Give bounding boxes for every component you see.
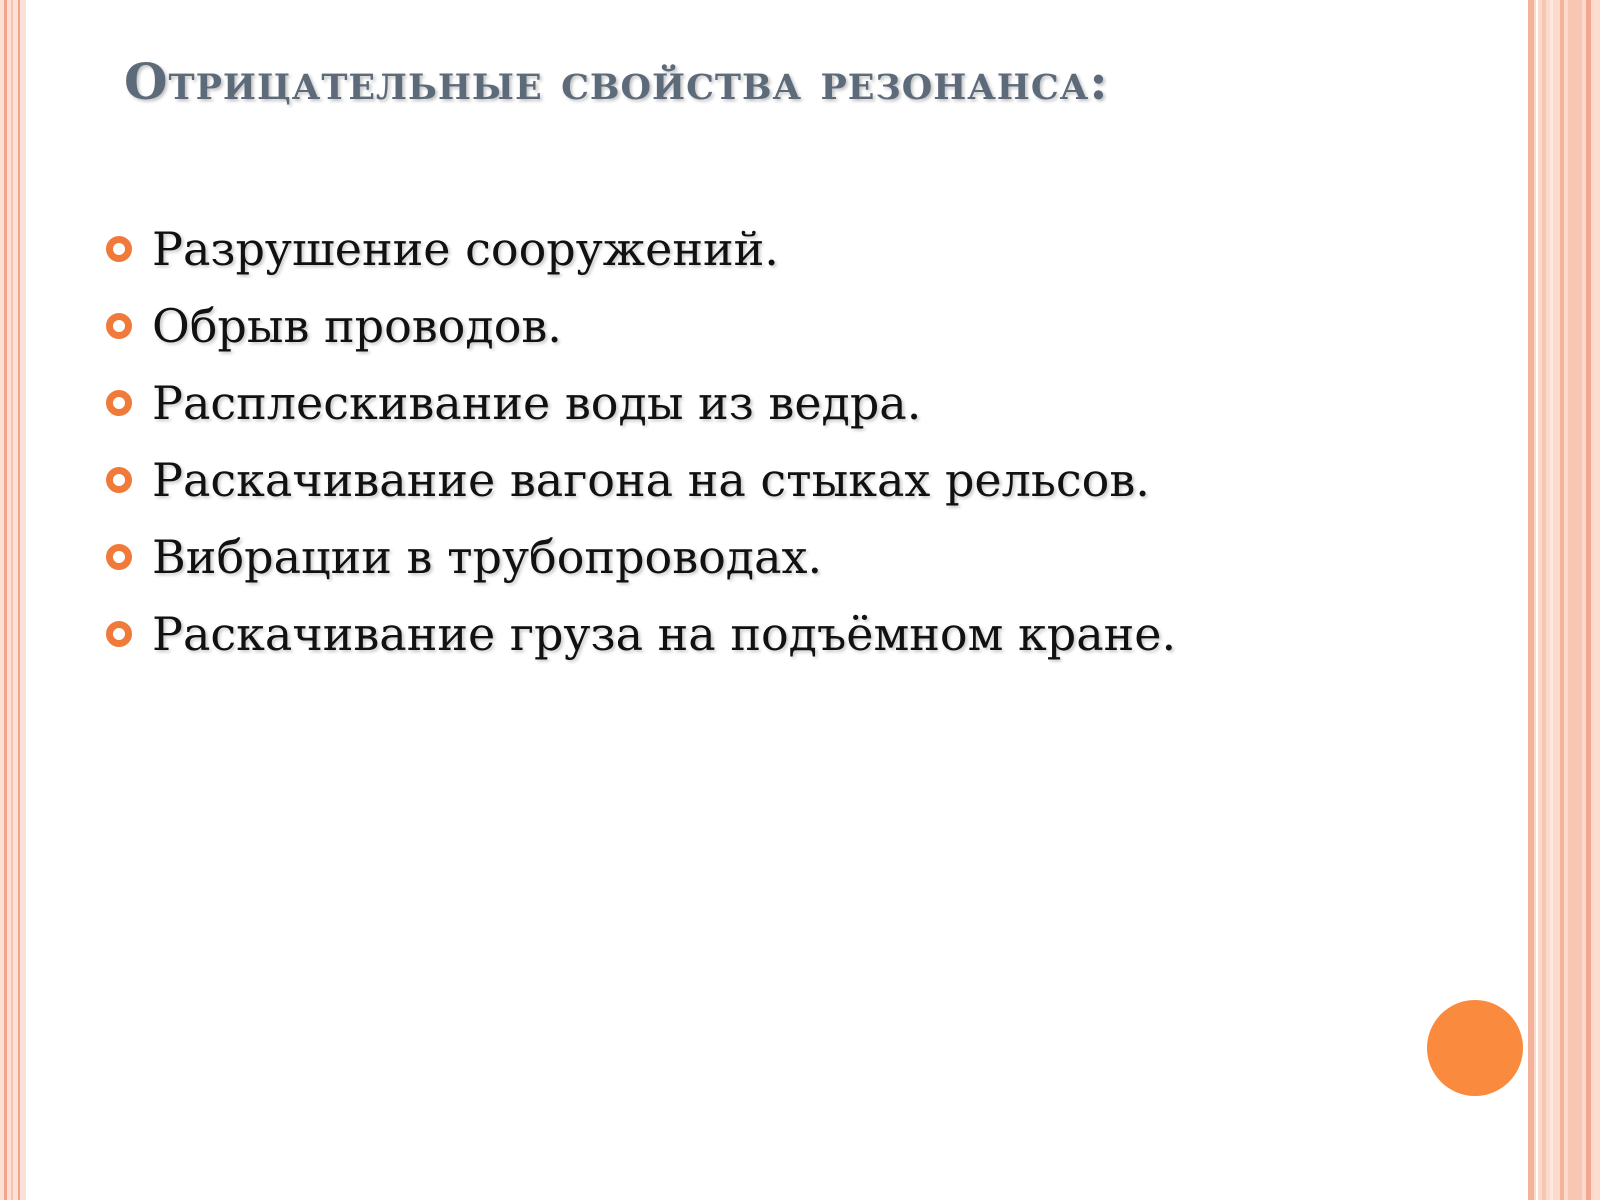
- list-item: [106, 287, 1176, 364]
- list-item: [106, 518, 1176, 595]
- bullet-circle-icon: [106, 544, 132, 570]
- slide-title: Отрицательные свойства резонанса:: [124, 52, 1109, 111]
- bullet-text: Раскачивание вагона на стыках рельсов.: [152, 452, 1150, 507]
- bullet-circle-icon: [106, 236, 132, 262]
- left-decorative-border: [0, 0, 26, 1200]
- bullet-circle-icon: [106, 313, 132, 339]
- bullet-text: Расплескивание воды из ведра.: [152, 375, 922, 430]
- list-item: [106, 364, 1176, 441]
- bullet-circle-icon: [106, 467, 132, 493]
- list-item: [106, 441, 1176, 518]
- bullet-circle-icon: [106, 621, 132, 647]
- bullet-text: Раскачивание груза на подъёмном кране.: [152, 606, 1177, 661]
- bullet-text: Обрыв проводов.: [152, 298, 562, 353]
- bullet-circle-icon: [106, 390, 132, 416]
- bullet-list: [106, 210, 1176, 672]
- decorative-orange-circle: [1427, 1000, 1523, 1096]
- list-item: [106, 210, 1176, 287]
- list-item: [106, 595, 1176, 672]
- bullet-text: Вибрации в трубопроводах.: [152, 529, 823, 584]
- right-decorative-border: [1528, 0, 1600, 1200]
- bullet-text: Разрушение сооружений.: [152, 221, 779, 276]
